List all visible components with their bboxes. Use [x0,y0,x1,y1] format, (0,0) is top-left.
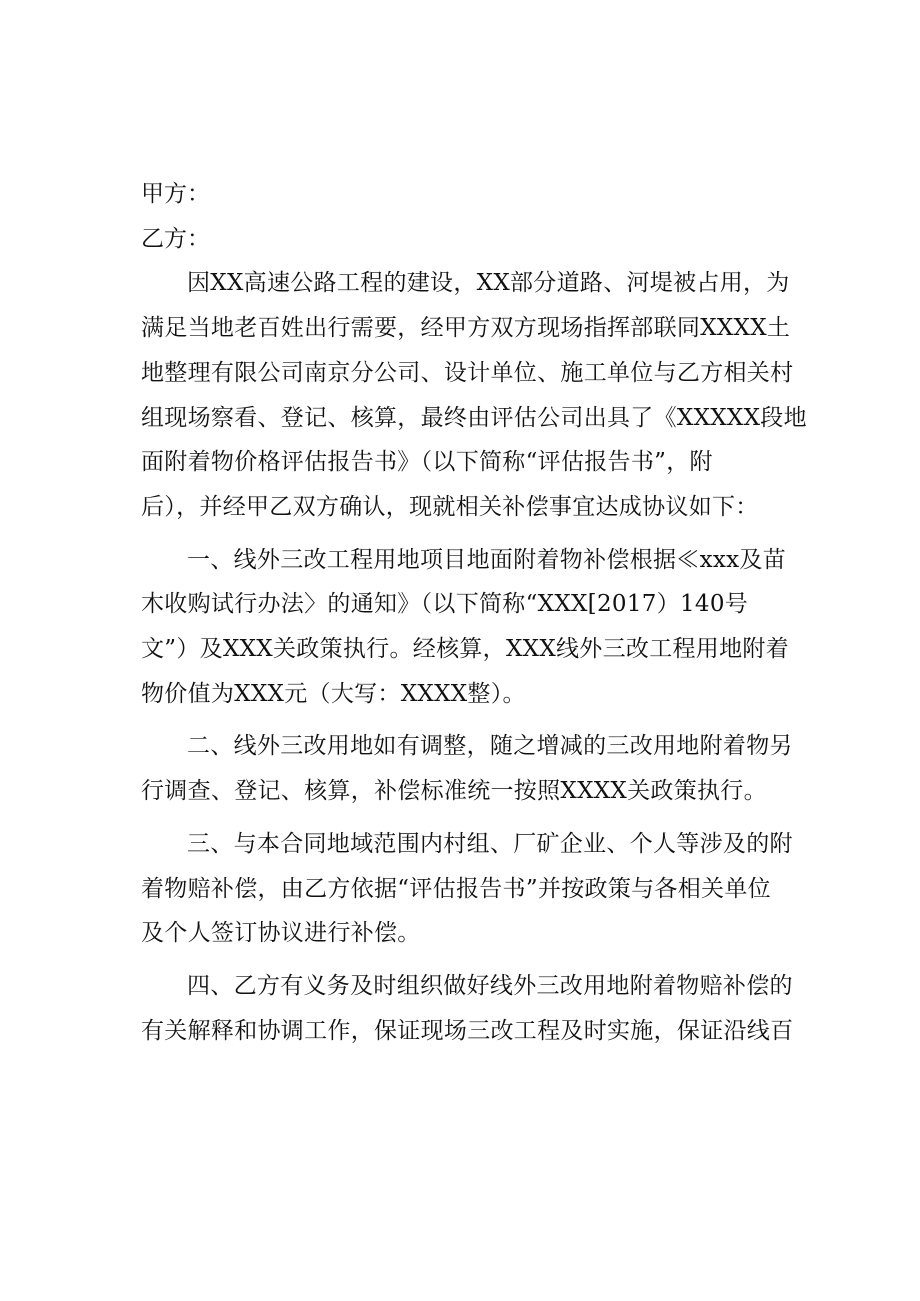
clause-four [141,964,794,1053]
paragraph-line: 文”）及XXX关政策执行。经核算，XXX线外三改工程用地附着 [141,636,790,663]
paragraph-spacer [141,814,785,822]
paragraph-spacer [141,530,785,538]
paragraph-line: 地整理有限公司南京分公司、设计单位、施工单位与乙方相关村 [141,359,794,386]
preamble-paragraph [141,261,807,529]
paragraph-line: 有关解释和协调工作，保证现场三改工程及时实施，保证沿线百 [141,1017,794,1044]
clause-three [141,822,793,956]
paragraph-line: 后），并经甲乙双方确认，现就相关补偿事宜达成协议如下： [141,493,759,520]
paragraph-line: 木收购试行办法〉的通知》（以下简称“XXX[2017）140号 [141,591,749,618]
paragraph-line: 三、与本合同地域范围内村组、厂矿企业、个人等涉及的附 [187,830,793,857]
clause-one [141,538,790,717]
paragraph-line: 面附着物价格评估报告书》（以下简称“评估报告书”，附 [141,449,713,476]
paragraph-line: 及个人签订协议进行补偿。 [141,920,421,947]
party-a-label: 甲方： [141,181,210,207]
paragraph-line: 行调查、登记、核算，补偿标准统一按照XXXX关政策执行。 [141,778,767,805]
paragraph-line: 满足当地老百姓出行需要，经甲方双方现场指挥部联同XXXX土 [141,315,791,342]
clause-two [141,724,793,813]
paragraph-spacer [141,716,785,724]
paragraph-line: 四、乙方有义务及时组织做好线外三改用地附着物赔补偿的 [187,972,793,999]
paragraph-line: 物价值为XXX元（大写：XXXX整）。 [141,680,526,707]
paragraph-line: 一、线外三改工程用地项目地面附着物补偿根据≪xxx及苗 [187,546,787,573]
paragraph-line: 二、线外三改用地如有调整，随之增减的三改用地附着物另 [187,733,793,760]
paragraph-line: 组现场察看、登记、核算，最终由评估公司出具了《XXXXX段地 [141,404,807,431]
document-body [141,172,807,1053]
paragraph-spacer [141,956,785,964]
party-b-label: 乙方： [141,225,210,252]
paragraph-line: 因XX高速公路工程的建设，XX部分道路、河堤被占用，为 [187,270,790,297]
paragraph-line: 着物赔补偿，由乙方依据“评估报告书”并按政策与各相关单位 [141,875,771,902]
